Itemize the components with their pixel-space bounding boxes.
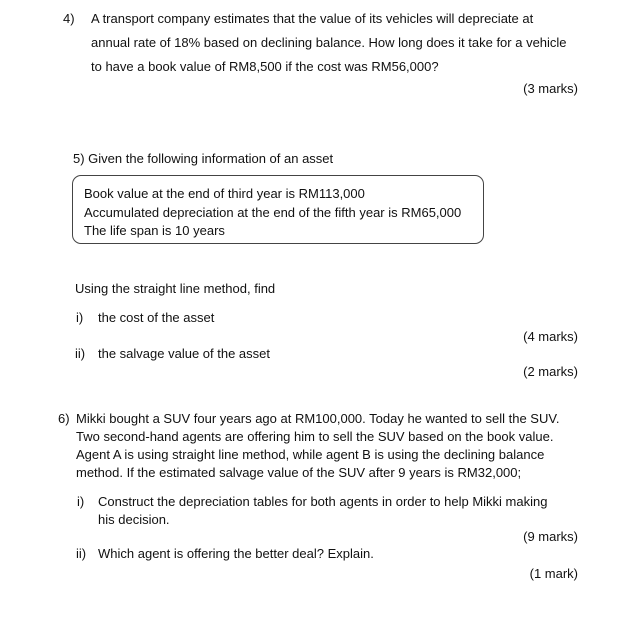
- info-box-line-3: The life span is 10 years: [84, 223, 225, 238]
- question-6-part-i-marks: (9 marks): [523, 529, 578, 544]
- info-box-line-1: Book value at the end of third year is RM113,000: [84, 186, 365, 201]
- question-6-part-i-number: i): [77, 494, 85, 509]
- question-5-part-i-number: i): [76, 310, 84, 325]
- question-5-part-i-text: the cost of the asset: [98, 310, 215, 325]
- question-6-part-i-line-2: his decision.: [98, 512, 170, 527]
- question-5-part-ii-text: the salvage value of the asset: [98, 346, 271, 361]
- question-6-line-3: Agent A is using straight line method, while agent B is using the declining balance: [76, 447, 545, 462]
- question-6-part-ii-number: ii): [76, 546, 87, 561]
- question-6-part-ii-text: Which agent is offering the better deal? Explain.: [98, 546, 374, 561]
- question-4-line-1: A transport company estimates that the value of its vehicles will depreciate at: [91, 11, 534, 26]
- question-6-part-i-line-1: Construct the depreciation tables for both agents in order to help Mikki making: [98, 494, 548, 509]
- info-box: [72, 175, 484, 244]
- info-box-line-2: Accumulated depreciation at the end of the fifth year is RM65,000: [84, 205, 462, 220]
- question-5-part-ii-number: ii): [75, 346, 86, 361]
- question-6-line-1: Mikki bought a SUV four years ago at RM100,000. Today he wanted to sell the SUV.: [76, 411, 560, 426]
- question-4-line-3: to have a book value of RM8,500 if the cost was RM56,000?: [91, 59, 439, 74]
- question-6-line-2: Two second-hand agents are offering him to sell the SUV based on the book value.: [76, 429, 554, 444]
- question-6-number: 6): [58, 411, 70, 426]
- question-6-line-4: method. If the estimated salvage value of the SUV after 9 years is RM32,000;: [76, 465, 522, 480]
- question-5-instruction: Using the straight line method, find: [75, 281, 276, 296]
- question-5-part-i-marks: (4 marks): [523, 329, 578, 344]
- question-5-part-ii-marks: (2 marks): [523, 364, 578, 379]
- question-6-part-ii-marks: (1 mark): [529, 566, 578, 581]
- question-5-heading: 5) Given the following information of an asset: [73, 151, 334, 166]
- question-4-line-2: annual rate of 18% based on declining balance. How long does it take for a vehicle: [91, 35, 567, 50]
- question-4-marks: (3 marks): [523, 81, 578, 96]
- question-4-number: 4): [63, 11, 75, 26]
